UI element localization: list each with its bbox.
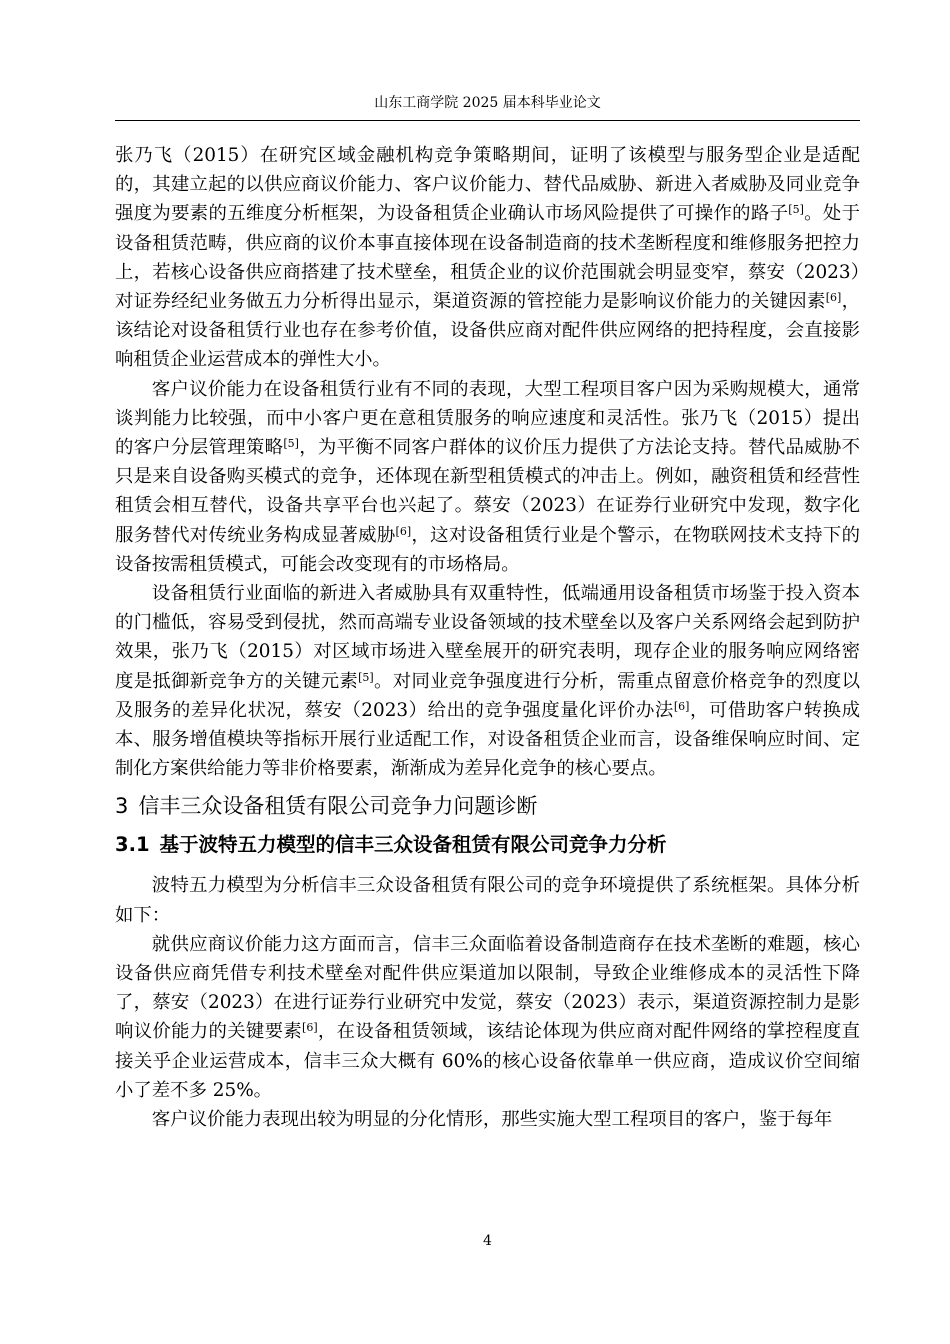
page-number: 4 [483, 1233, 492, 1249]
section-heading [115, 791, 860, 821]
subsection-title: 基于波特五力模型的信丰三众设备租赁有限公司竞争力分析 [159, 833, 667, 857]
body-paragraph: 张乃飞（2015）在研究区域金融机构竞争策略期间，证明了该模型与服务型企业是适配的，其建立起的以供应商议价能力、客户议价能力、替代品威胁、新进入者威胁及同业竞争强度为要素的五维度分析框架，为设备租赁企业确认市场风险提供了可操作的路子[5]。处于设备租赁范畴，供应商的议价本事直接体现在设备制造商的技术垄断程度和维修服务把控力上，若核心设备供应商搭建了技术壁垒，租赁企业的议价范围就会明显变窄，蔡安（2023）对证券经纪业务做五力分析得出显示，渠道资源的管控能力是影响议价能力的关键因素[6]，该结论对设备租赁行业也存在参考价值，设备供应商对配件供应网络的把持程度，会直接影响租赁企业运营成本的弹性大小。 [115, 145, 860, 371]
citation-ref: [5] [358, 670, 374, 684]
citation-ref: [5] [283, 436, 299, 450]
body-paragraph: 波特五力模型为分析信丰三众设备租赁有限公司的竞争环境提供了系统框架。具体分析如下： [115, 875, 860, 926]
body-paragraph: 设备租赁行业面临的新进入者威胁具有双重特性，低端通用设备租赁市场鉴于投入资本的门槛低，容易受到侵扰，然而高端专业设备领域的技术壁垒以及客户关系网络会起到防护效果，张乃飞（2015）对区域市场进入壁垒展开的研究表明，现存企业的服务响应网络密度是抵御新竞争方的关键元素[5]。对同业竞争强度进行分析，需重点留意价格竞争的烈度以及服务的差异化状况，蔡安（2023）给出的竞争强度量化评价办法[6]，可借助客户转换成本、服务增值模块等指标开展行业适配工作，对设备租赁企业而言，设备维保响应时间、定制化方案供给能力等非价格要素，渐渐成为差异化竞争的核心要点。 [115, 583, 860, 780]
body-paragraph: 客户议价能力表现出较为明显的分化情形，那些实施大型工程项目的客户，鉴于每年 [151, 1109, 833, 1131]
citation-ref: [5] [788, 203, 804, 217]
citation-ref: [6] [825, 290, 842, 304]
citation-ref: [6] [673, 699, 690, 713]
page-body [115, 141, 860, 1134]
running-header: 山东工商学院 2025 届本科毕业论文 [374, 95, 601, 111]
section-title: 信丰三众设备租赁有限公司竞争力问题诊断 [138, 794, 538, 819]
body-paragraph: 客户议价能力在设备租赁行业有不同的表现，大型工程项目客户因为采购规模大，通常谈判能力比较强，而中小客户更在意租赁服务的响应速度和灵活性。张乃飞（2015）提出的客户分层管理策略[5]，为平衡不同客户群体的议价压力提供了方法论支持。替代品威胁不只是来自设备购买模式的竞争，还体现在新型租赁模式的冲击上。例如，融资租赁和经营性租赁会相互替代，设备共享平台也兴起了。蔡安（2023）在证券行业研究中发现，数字化服务替代对传统业务构成显著威胁[6]，这对设备租赁行业是个警示，在物联网技术支持下的设备按需租赁模式，可能会改变现有的市场格局。 [115, 378, 860, 575]
citation-ref: [6] [302, 1021, 318, 1035]
header-rule [115, 120, 860, 121]
section-number: 3 [115, 794, 129, 819]
subsection-heading [115, 829, 860, 861]
subsection-number: 3.1 [115, 833, 150, 857]
citation-ref: [6] [395, 524, 412, 538]
body-paragraph: 就供应商议价能力这方面而言，信丰三众面临着设备制造商存在技术垄断的难题，核心设备供应商凭借专利技术壁垒对配件供应渠道加以限制，导致企业维修成本的灵活性下降了，蔡安（2023）在进行证券行业研究中发觉，蔡安（2023）表示，渠道资源控制力是影响议价能力的关键要素[6]，在设备租赁领域，该结论体现为供应商对配件网络的掌控程度直接关乎企业运营成本，信丰三众大概有 60%的核心设备依靠单一供应商，造成议价空间缩小了差不多 25%。 [115, 933, 860, 1101]
